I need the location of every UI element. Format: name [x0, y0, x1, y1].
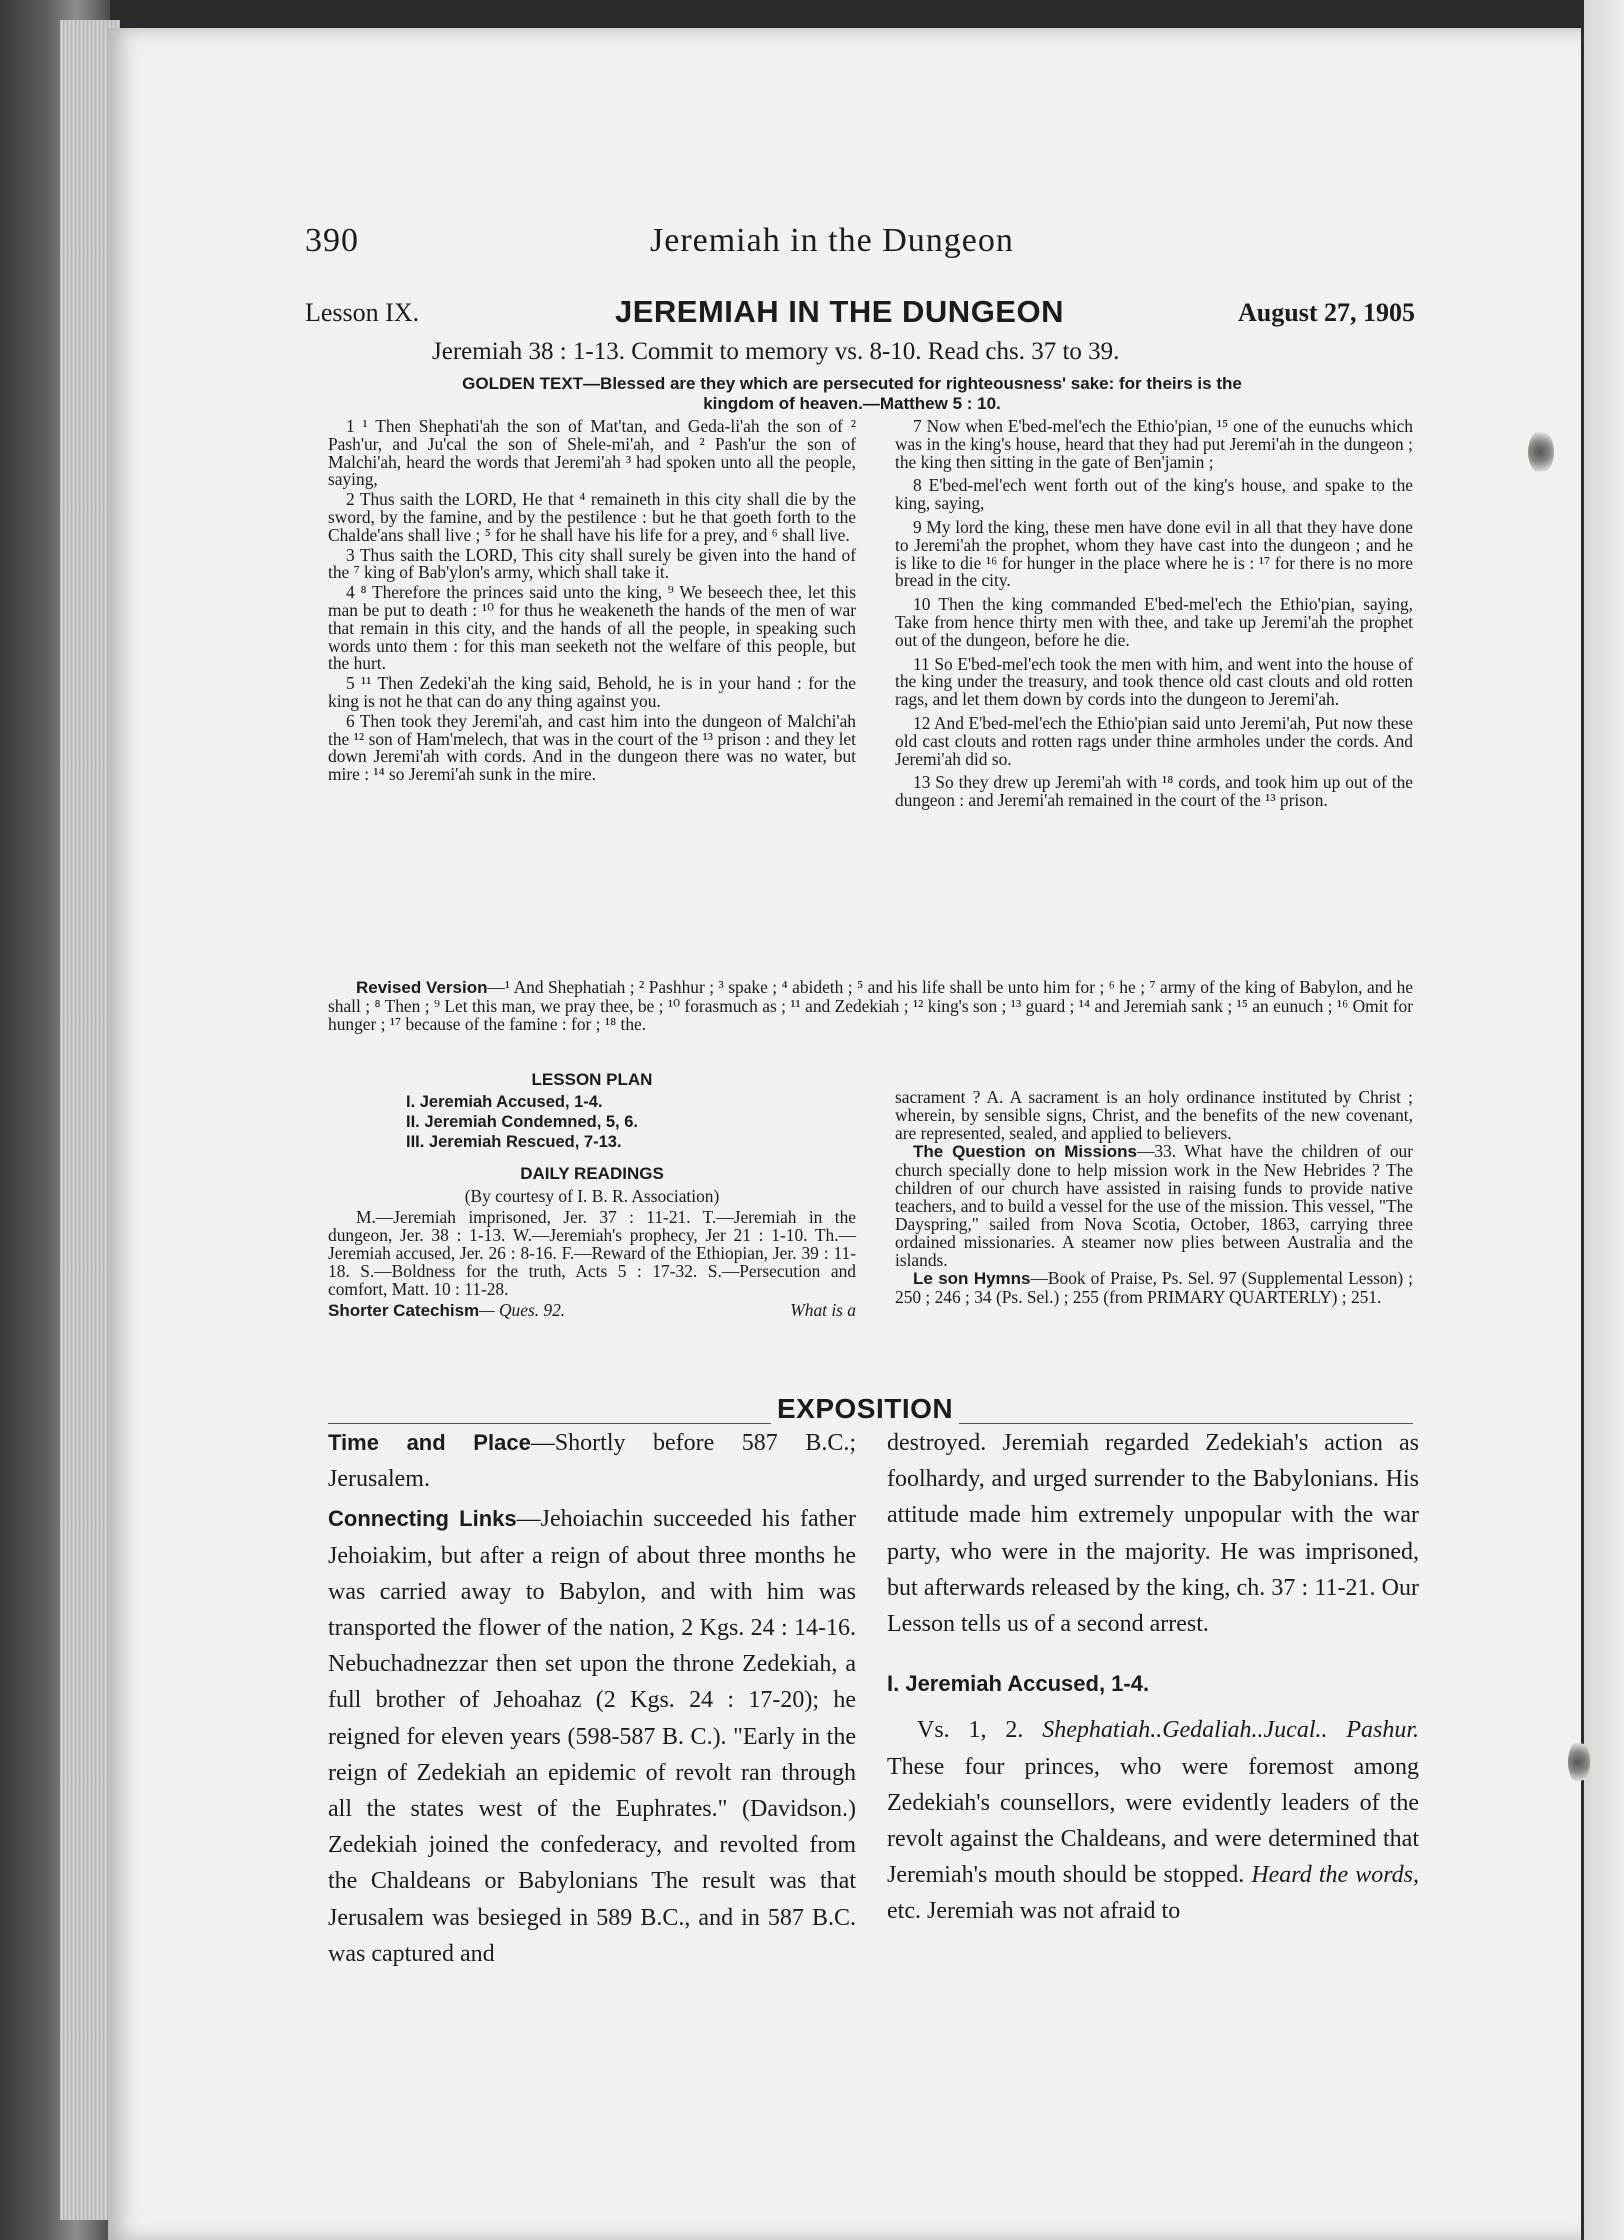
lesson-plan-block	[328, 1070, 856, 1321]
verse-6: 6 Then took they Jeremi'ah, and cast him into the dungeon of Malchi'ah the ¹² son of Ham'melech, that was in the court of the ¹³ prison : and they let down Jeremi'ah with cords. And in the dungeon there was no water, but mire : ¹⁴ so Jeremi'ah sunk in the mire.	[328, 710, 856, 785]
revised-version-text: —¹ And Shephatiah ; ² Pashhur ; ³ spake ; ⁴ abideth ; ⁵ and his life shall be unto him for ; ⁶ he ; ⁷ army of the king of Babylon, and he shall ; ⁸ Then ; ⁹ Let this man, we pray thee, be ; ¹⁰ forasmuch as ; ¹¹ and Zedekiah ; ¹² king's son ; ¹³ guard ; ¹⁴ and Jeremiah sank ; ¹⁵ an eunuch ; ¹⁶ Omit for hunger ; ¹⁷ because of the famine : for ; ¹⁸ the.	[328, 977, 1413, 1034]
exposition-title: EXPOSITION	[771, 1393, 959, 1425]
hymns-label: Le son Hymns	[913, 1269, 1031, 1288]
verse-3: 3 Thus saith the LORD, This city shall surely be given into the hand of the ⁷ king of Bab'ylon's army, which shall take it.	[328, 544, 856, 583]
next-page-edge	[1581, 0, 1624, 2240]
lesson-plan-items	[406, 1092, 856, 1152]
binding-hole-bottom	[1568, 1740, 1590, 1784]
lesson-date: August 27, 1905	[1238, 298, 1415, 327]
verse-11: 11 So E'bed-mel'ech took the men with him, and went into the house of the king under the treasury, and took thence old cast clouts and old rotten rags, and let them down by cords into the dungeon to Jeremi'ah.	[895, 653, 1413, 710]
golden-text-line-2: kingdom of heaven.—Matthew 5 : 10.	[703, 394, 1001, 413]
lesson-plan-item: II. Jeremiah Condemned, 5, 6.	[406, 1113, 638, 1131]
scripture-reference: Jeremiah 38 : 1-13. Commit to memory vs. 8-10. Read chs. 37 to 39.	[432, 338, 1120, 365]
lesson-title: JEREMIAH IN THE DUNGEON	[615, 294, 1064, 329]
verse-1: 1 ¹ Then Shephati'ah the son of Mat'tan, and Geda-li'ah the son of ² Pash'ur, and Ju'cal the son of Shele-mi'ah, and ² Pash'ur the son of Malchi'ah, heard the words that Jeremi'ah ³ had spoken unto all the people, saying,	[328, 416, 856, 490]
daily-readings-text: M.—Jeremiah imprisoned, Jer. 37 : 11-21. T.—Jeremiah in the dungeon, Jer. 38 : 1-13. W.—Jeremiah's prophecy, Jer 21 : 1-10. Th.—Jeremiah accused, Jer. 26 : 8-16. F.—Reward of the Ethiopian, Jer. 39 : 11-18. S.—Boldness for the truth, Acts 5 : 17-32. S.—Persecution and comfort, Matt. 10 : 11-28.	[328, 1207, 856, 1299]
catechism-answer: sacrament ? A. A sacrament is an holy ordinance instituted by Christ ; wherein, by sensible signs, Christ, and the benefits of the new covenant, are represented, sealed, and applied to believers.	[895, 1087, 1413, 1143]
revised-version	[328, 978, 1413, 1033]
golden-text	[352, 374, 1352, 414]
verse-commentary-italic: Heard the words,	[1251, 1862, 1420, 1889]
hymns-text: —Book of Praise, Ps. Sel. 97 (Supplemental Lesson) ; 250 ; 246 ; 34 (Ps. Sel.) ; 255 (from PRIMARY QUARTERLY) ; 251.	[895, 1268, 1413, 1307]
daily-readings-courtesy: (By courtesy of I. B. R. Association)	[464, 1186, 720, 1206]
verse-commentary-names: Shephatiah..Gedaliah..Jucal.. Pashur.	[1042, 1717, 1420, 1744]
shorter-catechism-ques-tail: What is a	[790, 1300, 856, 1320]
verse-12: 12 And E'bed-mel'ech the Ethio'pian said unto Jeremi'ah, Put now these old cast clouts and rotten rags under thine armholes under the cords. And Jeremi'ah did so.	[895, 712, 1413, 769]
page-number: 390	[305, 222, 359, 259]
shorter-catechism-label: Shorter Catechism	[328, 1301, 480, 1320]
exposition-column-right	[887, 1425, 1419, 1930]
golden-text-line-1: GOLDEN TEXT—Blessed are they which are persecuted for righteousness' sake: for theirs is the	[462, 374, 1242, 393]
verse-13: 13 So they drew up Jeremi'ah with ¹⁸ cords, and took him up out of the dungeon : and Jeremi'ah remained in the court of the ¹³ prison.	[895, 772, 1413, 811]
verse-4: 4 ⁸ Therefore the princes said unto the king, ⁹ We beseech thee, let this man be put to death : ¹⁰ for thus he weakeneth the hands of the men of war that remain in this city, and the hands of all the people, in speaking such words unto them : for this man seeketh not the welfare of this people, but the hurt.	[328, 582, 856, 674]
right-notes-block	[895, 1088, 1413, 1306]
lesson-number: Lesson IX.	[305, 298, 420, 327]
scripture-column-right	[895, 418, 1413, 810]
shorter-catechism-ques: — Ques. 92.	[479, 1300, 566, 1320]
binding-hole-top	[1528, 430, 1554, 474]
verse-7: 7 Now when E'bed-mel'ech the Ethio'pian, ¹⁵ one of the eunuchs which was in the king's house, heard that they had put Jeremi'ah in the dungeon ; the king then sitting in the gate of Ben'jamin ;	[895, 416, 1413, 472]
section-heading-accused: I. Jeremiah Accused, 1-4.	[887, 1671, 1150, 1697]
verse-8: 8 E'bed-mel'ech went forth out of the king's house, and spake to the king, saying,	[895, 475, 1413, 514]
verse-commentary	[887, 1712, 1419, 1929]
exposition-continuation: destroyed. Jeremiah regarded Zedekiah's action as foolhardy, and urged surrender to the Babylonians. His attitude made him extremely unpopular with the war party, who were in the majority. He was imprisoned, but afterwards released by the king, ch. 37 : 11-21. Our Lesson tells us of a second arrest.	[887, 1430, 1419, 1638]
verse-5: 5 ¹¹ Then Zedeki'ah the king said, Behold, he is in your hand : for the king is not he that can do any thing against you.	[328, 673, 856, 711]
verse-commentary-text: These four princes, who were foremost among Zedekiah's counsellors, were evidently leaders of the revolt against the Chaldeans, and were determined that Jeremiah's mouth should be stopped.	[887, 1753, 1419, 1889]
connecting-links-label: Connecting Links	[328, 1506, 517, 1532]
verse-commentary-lead: Vs. 1, 2.	[917, 1717, 1024, 1744]
time-place-text: —Shortly before 587 B.C.; Jerusalem.	[328, 1430, 856, 1493]
lesson-plan-heading: LESSON PLAN	[531, 1070, 653, 1089]
revised-version-label: Revised Version	[356, 978, 488, 997]
time-place-label: Time and Place	[328, 1430, 531, 1455]
lesson-header	[305, 294, 1415, 336]
verse-10: 10 Then the king commanded E'bed-mel'ech the Ethio'pian, saying, Take from hence thirty men with thee, and take up Jeremi'ah the prophet out of the dungeon, before he die.	[895, 594, 1413, 650]
missions-label: The Question on Missions	[913, 1142, 1137, 1161]
running-head: Jeremiah in the Dungeon	[650, 222, 1014, 259]
missions-text: —33. What have the children of our church specially done to help mission work in the New Hebrides ? The children of our church have assisted in raising funds to provide native teachers, and to build a vessel for the use of the mission. This vessel, "The Dayspring," sailed from Nova Scotia, October, 1863, carrying three ordained missionaries. A steamer now plies between Australia and the islands.	[895, 1141, 1413, 1270]
verse-commentary-text-2: etc. Jeremiah was not afraid to	[887, 1898, 1181, 1925]
connecting-links-text: —Jehoiachin succeeded his father Jehoiakim, but after a reign of about three months he was carried away to Babylon, and with him was transported the flower of the nation, 2 Kgs. 24 : 14-16. Nebuchadnezzar then set upon the throne Zedekiah, a full brother of Jehoahaz (2 Kgs. 24 : 17-20); he reigned for eleven years (598-587 B. C.). "Early in the reign of Zedekiah an epidemic of revolt ran through all the states west of the Euphrates." (Davidson.) Zedekiah joined the confederacy, and revolted from the Chaldeans or Babylonians The result was that Jerusalem was besieged in 589 B.C., and in 587 B.C. was captured and	[328, 1506, 856, 1967]
daily-readings-heading: DAILY READINGS	[520, 1164, 664, 1183]
exposition-column-left	[328, 1425, 856, 1972]
verse-2: 2 Thus saith the LORD, He that ⁴ remaineth in this city shall die by the sword, by the famine, and by the pestilence : but he that goeth forth to the Chalde'ans shall live ; ⁵ for he shall have his life for a prey, and ⁶ shall live.	[328, 489, 856, 545]
lesson-plan-item: III. Jeremiah Rescued, 7-13.	[406, 1133, 622, 1151]
lesson-plan-item: I. Jeremiah Accused, 1-4.	[406, 1093, 603, 1111]
scripture-column-left	[328, 418, 856, 784]
shorter-catechism-line	[328, 1300, 856, 1321]
verse-9: 9 My lord the king, these men have done evil in all that they have done to Jeremi'ah the prophet, whom they have cast into the dungeon ; and he is like to die ¹⁶ for hunger in the place where he is : ¹⁷ for there is no more bread in the city.	[895, 516, 1413, 591]
